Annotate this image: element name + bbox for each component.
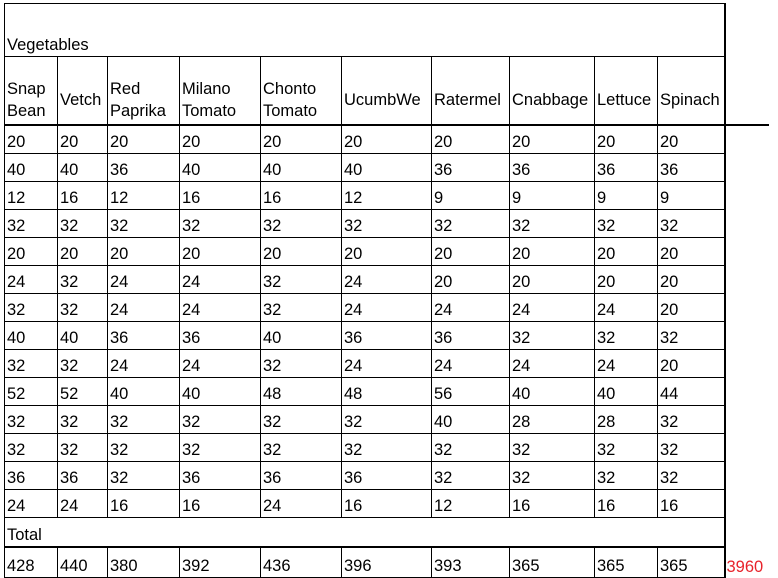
table-row (5, 462, 769, 490)
data-cell[interactable]: 24 (5, 490, 58, 518)
data-cell[interactable]: 20 (510, 125, 595, 154)
column-header[interactable]: Spinach (658, 57, 725, 126)
data-cell[interactable]: 40 (432, 406, 510, 434)
data-cell[interactable]: 16 (510, 490, 595, 518)
totals-row (5, 547, 769, 578)
total-cell[interactable]: 365 (595, 547, 658, 578)
data-cell[interactable]: 20 (180, 238, 261, 266)
data-cell[interactable]: 40 (510, 378, 595, 406)
data-cell[interactable]: 32 (5, 406, 58, 434)
table-row (5, 350, 769, 378)
data-cell[interactable]: 36 (180, 322, 261, 350)
total-cell[interactable]: 396 (342, 547, 432, 578)
data-cell[interactable]: 20 (658, 350, 725, 378)
column-header[interactable]: Cnabbage (510, 57, 595, 126)
table-row (5, 434, 769, 462)
empty-cell[interactable] (725, 462, 769, 490)
data-cell[interactable]: 36 (108, 154, 180, 182)
data-cell[interactable]: 32 (261, 266, 342, 294)
total-cell[interactable]: 380 (108, 547, 180, 578)
table-row (5, 154, 769, 182)
empty-cell[interactable] (725, 125, 769, 154)
data-cell[interactable]: 9 (658, 182, 725, 210)
data-cell[interactable]: 32 (595, 462, 658, 490)
total-label[interactable]: Total (5, 518, 725, 548)
data-cell[interactable]: 20 (342, 238, 432, 266)
data-cell[interactable]: 36 (108, 322, 180, 350)
data-cell[interactable]: 20 (658, 238, 725, 266)
data-cell[interactable]: 24 (180, 350, 261, 378)
data-cell[interactable]: 20 (261, 238, 342, 266)
data-cell[interactable]: 20 (658, 294, 725, 322)
data-cell[interactable]: 32 (108, 462, 180, 490)
data-cell[interactable]: 36 (658, 154, 725, 182)
column-header[interactable]: Ratermel (432, 57, 510, 126)
vegetables-spreadsheet (4, 3, 769, 578)
data-cell[interactable]: 32 (261, 210, 342, 238)
column-header[interactable]: Vetch (58, 57, 108, 126)
data-cell[interactable]: 20 (595, 266, 658, 294)
data-cell[interactable]: 40 (5, 154, 58, 182)
data-cell[interactable]: 20 (595, 238, 658, 266)
data-cell[interactable]: 32 (342, 406, 432, 434)
total-label-row (5, 518, 769, 548)
data-cell[interactable]: 44 (658, 378, 725, 406)
empty-cell[interactable] (725, 182, 769, 210)
data-cell[interactable]: 32 (658, 322, 725, 350)
vegetable-table (4, 3, 769, 578)
data-cell[interactable]: 12 (5, 182, 58, 210)
data-cell[interactable]: 32 (595, 322, 658, 350)
data-cell[interactable]: 16 (261, 182, 342, 210)
data-cell[interactable]: 32 (261, 406, 342, 434)
data-cell[interactable]: 20 (658, 125, 725, 154)
data-cell[interactable]: 20 (58, 125, 108, 154)
empty-cell[interactable] (725, 378, 769, 406)
data-cell[interactable]: 16 (342, 490, 432, 518)
data-cell[interactable]: 20 (658, 266, 725, 294)
data-cell[interactable]: 32 (432, 434, 510, 462)
data-cell[interactable]: 12 (342, 182, 432, 210)
data-cell[interactable]: 20 (108, 125, 180, 154)
table-row (5, 238, 769, 266)
data-cell[interactable]: 32 (108, 406, 180, 434)
empty-cell[interactable] (725, 154, 769, 182)
column-header[interactable]: UcumbWe (342, 57, 432, 126)
data-cell[interactable]: 32 (658, 210, 725, 238)
table-row (5, 294, 769, 322)
data-cell[interactable]: 32 (58, 210, 108, 238)
data-cell[interactable]: 32 (261, 434, 342, 462)
data-cell[interactable]: 24 (510, 350, 595, 378)
data-cell[interactable]: 32 (5, 434, 58, 462)
data-cell[interactable]: 24 (432, 350, 510, 378)
data-cell[interactable]: 24 (342, 350, 432, 378)
table-row (5, 406, 769, 434)
data-cell[interactable]: 24 (342, 266, 432, 294)
data-cell[interactable]: 36 (342, 322, 432, 350)
data-cell[interactable]: 32 (342, 210, 432, 238)
data-cell[interactable]: 32 (658, 462, 725, 490)
data-cell[interactable]: 40 (58, 322, 108, 350)
empty-cell[interactable] (725, 238, 769, 266)
column-header[interactable]: Milano Tomato (180, 57, 261, 126)
data-cell[interactable]: 32 (5, 350, 58, 378)
column-header[interactable]: Chonto Tomato (261, 57, 342, 126)
data-cell[interactable]: 36 (180, 462, 261, 490)
data-cell[interactable]: 40 (58, 154, 108, 182)
data-cell[interactable]: 32 (261, 294, 342, 322)
empty-cell[interactable] (725, 518, 769, 548)
table-row (5, 182, 769, 210)
data-cell[interactable]: 12 (108, 182, 180, 210)
sheet-title[interactable]: Vegetables (5, 4, 725, 57)
data-cell[interactable]: 36 (510, 154, 595, 182)
data-cell[interactable]: 20 (595, 125, 658, 154)
data-cell[interactable]: 32 (261, 350, 342, 378)
data-cell[interactable]: 52 (5, 378, 58, 406)
data-cell[interactable]: 32 (180, 210, 261, 238)
data-cell[interactable]: 20 (432, 266, 510, 294)
empty-cell[interactable] (725, 322, 769, 350)
data-cell[interactable]: 32 (432, 210, 510, 238)
data-cell[interactable]: 32 (510, 322, 595, 350)
data-cell[interactable]: 20 (342, 125, 432, 154)
data-cell[interactable]: 9 (510, 182, 595, 210)
empty-cell[interactable] (725, 350, 769, 378)
data-cell[interactable]: 28 (595, 406, 658, 434)
grand-total-cell[interactable]: 3960 (726, 557, 764, 576)
data-cell[interactable]: 56 (432, 378, 510, 406)
total-cell[interactable]: 436 (261, 547, 342, 578)
data-cell[interactable]: 32 (180, 434, 261, 462)
empty-cell[interactable] (725, 294, 769, 322)
data-cell[interactable]: 16 (180, 182, 261, 210)
data-cell[interactable]: 24 (108, 350, 180, 378)
data-cell[interactable]: 40 (5, 322, 58, 350)
total-cell[interactable]: 365 (658, 547, 725, 578)
table-row (5, 210, 769, 238)
data-cell[interactable]: 32 (180, 406, 261, 434)
data-cell[interactable]: 20 (510, 266, 595, 294)
data-cell[interactable]: 24 (58, 490, 108, 518)
total-cell[interactable]: 393 (432, 547, 510, 578)
data-cell[interactable]: 20 (180, 125, 261, 154)
data-cell[interactable]: 36 (595, 154, 658, 182)
data-cell[interactable]: 24 (342, 294, 432, 322)
data-cell[interactable]: 36 (432, 154, 510, 182)
data-cell[interactable]: 36 (432, 322, 510, 350)
data-cell[interactable]: 36 (261, 462, 342, 490)
data-cell[interactable]: 20 (5, 125, 58, 154)
column-header[interactable]: Snap Bean (5, 57, 58, 126)
data-cell[interactable]: 52 (58, 378, 108, 406)
data-cell[interactable]: 16 (658, 490, 725, 518)
empty-cell[interactable] (725, 266, 769, 294)
data-cell[interactable]: 40 (342, 154, 432, 182)
table-row (5, 490, 769, 518)
data-cell[interactable]: 24 (595, 350, 658, 378)
total-cell[interactable]: 440 (58, 547, 108, 578)
data-cell[interactable]: 32 (58, 434, 108, 462)
data-cell[interactable]: 16 (180, 490, 261, 518)
empty-cell[interactable] (725, 57, 769, 126)
data-cell[interactable]: 40 (261, 154, 342, 182)
data-cell[interactable]: 40 (180, 378, 261, 406)
data-cell[interactable]: 32 (108, 434, 180, 462)
data-cell[interactable]: 32 (510, 434, 595, 462)
data-cell[interactable]: 20 (432, 125, 510, 154)
data-cell[interactable]: 32 (58, 350, 108, 378)
data-cell[interactable]: 32 (432, 462, 510, 490)
data-cell[interactable]: 32 (58, 294, 108, 322)
total-cell[interactable]: 392 (180, 547, 261, 578)
column-header[interactable]: Lettuce (595, 57, 658, 126)
total-cell[interactable]: 428 (5, 547, 58, 578)
data-cell[interactable]: 24 (180, 294, 261, 322)
data-cell[interactable]: 24 (5, 266, 58, 294)
data-cell[interactable]: 36 (5, 462, 58, 490)
data-cell[interactable]: 28 (510, 406, 595, 434)
title-row (5, 4, 769, 57)
data-cell[interactable]: 40 (261, 322, 342, 350)
data-cell[interactable]: 40 (595, 378, 658, 406)
data-cell[interactable]: 32 (658, 434, 725, 462)
data-cell[interactable]: 24 (108, 294, 180, 322)
data-cell[interactable]: 20 (510, 238, 595, 266)
data-cell[interactable]: 32 (342, 434, 432, 462)
data-cell[interactable]: 32 (510, 210, 595, 238)
header-row (5, 57, 769, 126)
data-cell[interactable]: 32 (58, 266, 108, 294)
data-cell[interactable]: 24 (432, 294, 510, 322)
data-cell[interactable]: 32 (510, 462, 595, 490)
data-cell[interactable]: 20 (58, 238, 108, 266)
data-cell[interactable]: 32 (595, 210, 658, 238)
data-cell[interactable]: 48 (342, 378, 432, 406)
table-row (5, 378, 769, 406)
data-cell[interactable]: 20 (432, 238, 510, 266)
data-cell[interactable]: 24 (180, 266, 261, 294)
data-cell[interactable]: 20 (261, 125, 342, 154)
table-row (5, 266, 769, 294)
table-row (5, 322, 769, 350)
empty-cell[interactable] (725, 490, 769, 518)
data-cell[interactable]: 24 (510, 294, 595, 322)
data-cell[interactable]: 9 (432, 182, 510, 210)
data-cell[interactable]: 40 (108, 378, 180, 406)
data-cell[interactable]: 32 (658, 406, 725, 434)
data-cell[interactable]: 32 (5, 210, 58, 238)
table-row (5, 125, 769, 154)
data-cell[interactable]: 16 (58, 182, 108, 210)
data-cell[interactable]: 20 (108, 238, 180, 266)
data-cell[interactable]: 36 (58, 462, 108, 490)
empty-cell[interactable] (725, 406, 769, 434)
data-cell[interactable]: 24 (261, 490, 342, 518)
empty-cell[interactable] (725, 4, 769, 57)
data-cell[interactable]: 16 (108, 490, 180, 518)
empty-cell[interactable] (725, 434, 769, 462)
data-cell[interactable]: 20 (5, 238, 58, 266)
data-cell[interactable]: 24 (595, 294, 658, 322)
data-cell[interactable]: 48 (261, 378, 342, 406)
data-cell[interactable]: 40 (180, 154, 261, 182)
data-cell[interactable]: 16 (595, 490, 658, 518)
data-cell[interactable]: 32 (108, 210, 180, 238)
data-cell[interactable]: 36 (342, 462, 432, 490)
column-header[interactable]: Red Paprika (108, 57, 180, 126)
data-cell[interactable]: 32 (58, 406, 108, 434)
data-cell[interactable]: 32 (5, 294, 58, 322)
data-cell[interactable]: 24 (108, 266, 180, 294)
data-cell[interactable]: 32 (595, 434, 658, 462)
data-cell[interactable]: 12 (432, 490, 510, 518)
empty-cell[interactable] (725, 210, 769, 238)
total-cell[interactable]: 365 (510, 547, 595, 578)
data-cell[interactable]: 9 (595, 182, 658, 210)
